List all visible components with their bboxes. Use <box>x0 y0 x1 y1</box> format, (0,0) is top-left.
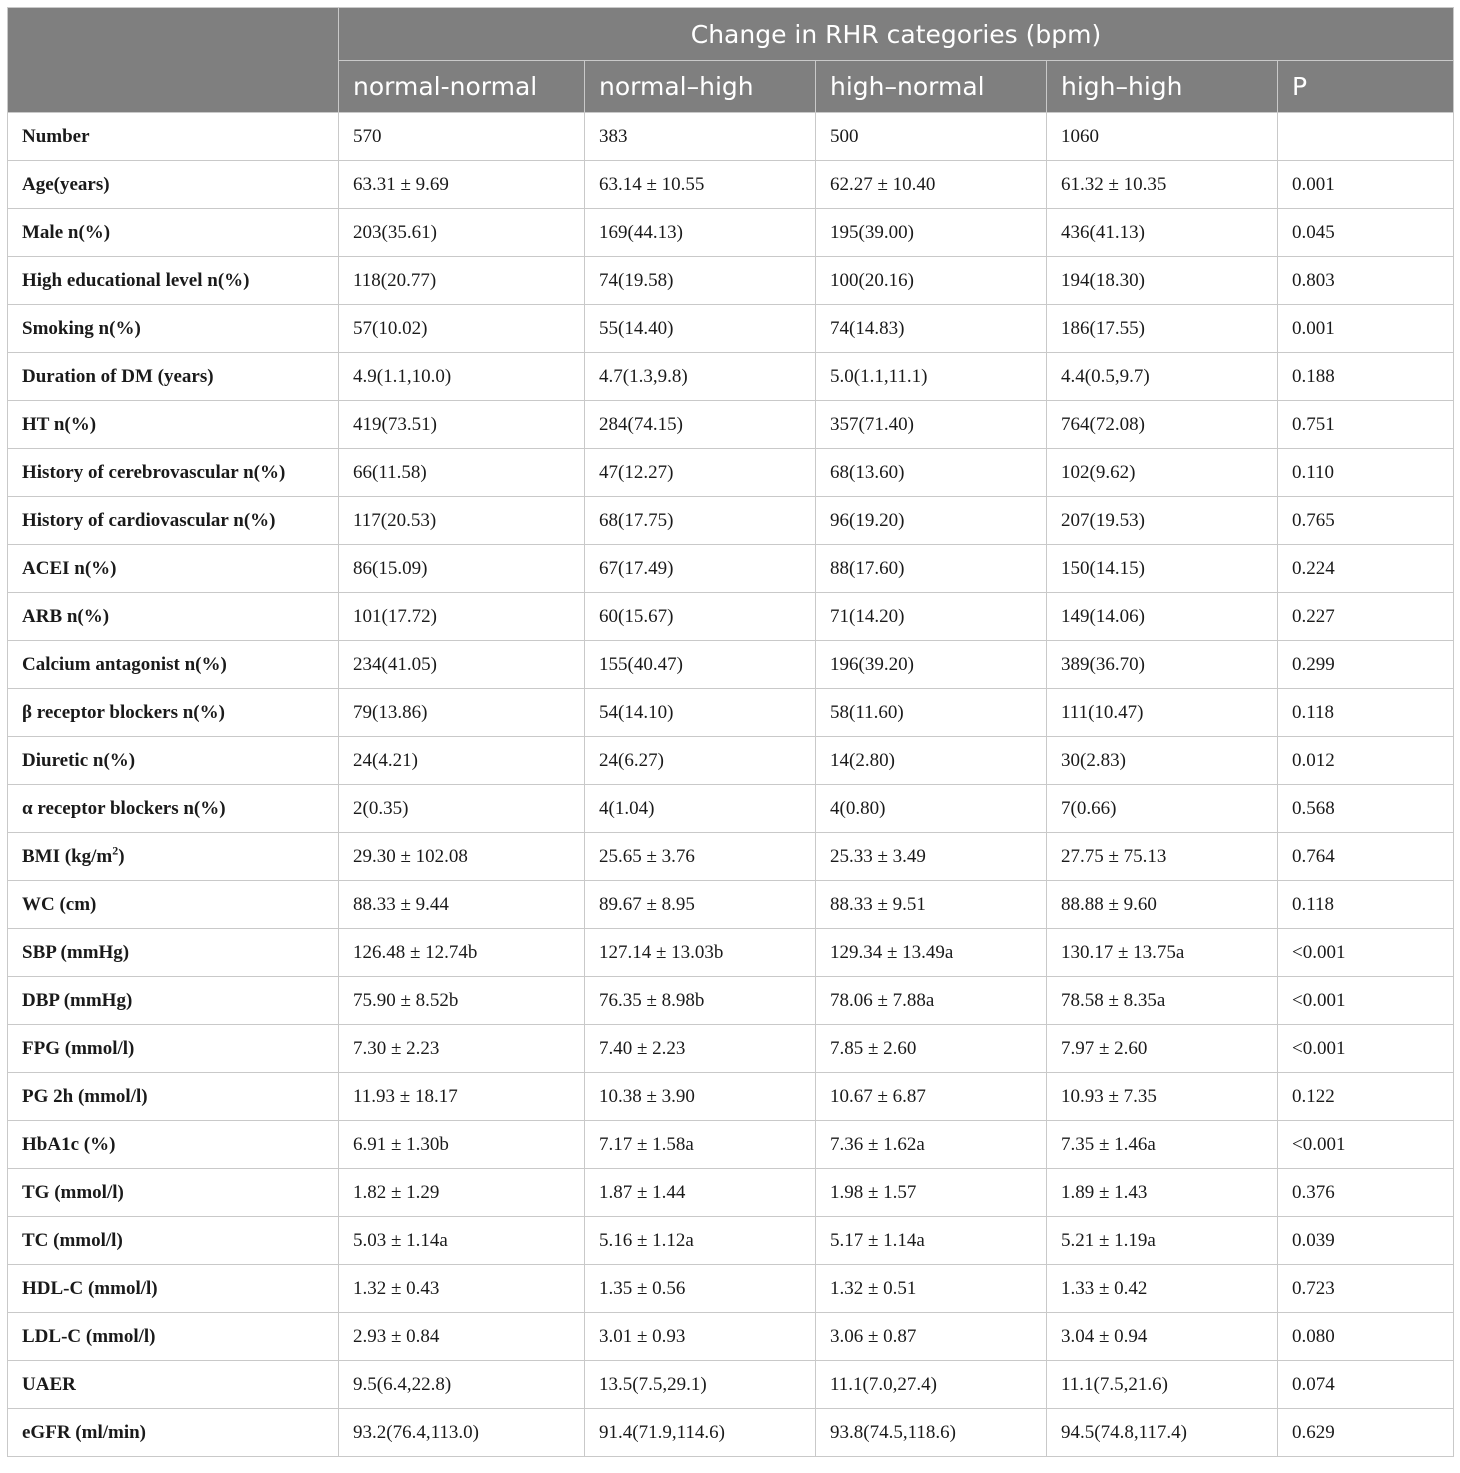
table-row <box>8 833 1454 881</box>
value-cell: 93.2(76.4,113.0) <box>339 1409 585 1457</box>
value-cell: 389(36.70) <box>1047 641 1278 689</box>
p-value-cell: 0.299 <box>1278 641 1454 689</box>
value-cell: 30(2.83) <box>1047 737 1278 785</box>
value-cell: 186(17.55) <box>1047 305 1278 353</box>
row-label-text: SBP (mmHg) <box>22 941 130 963</box>
value-cell: 14(2.80) <box>816 737 1047 785</box>
value-cell: 76.35 ± 8.98b <box>585 977 816 1025</box>
table-row <box>8 1073 1454 1121</box>
group-title: Change in RHR categories (bpm) <box>339 8 1454 61</box>
table-row <box>8 257 1454 305</box>
value-cell: 1.87 ± 1.44 <box>585 1169 816 1217</box>
value-cell: 357(71.40) <box>816 401 1047 449</box>
row-label-text: ACEI n(%) <box>22 557 117 579</box>
table-row <box>8 1169 1454 1217</box>
p-value-cell: 0.045 <box>1278 209 1454 257</box>
value-cell: 91.4(71.9,114.6) <box>585 1409 816 1457</box>
row-label-text: Diuretic n(%) <box>22 749 136 771</box>
table-row <box>8 977 1454 1025</box>
column-header: P <box>1278 61 1454 113</box>
value-cell: 54(14.10) <box>585 689 816 737</box>
row-label <box>8 1121 339 1169</box>
table-row <box>8 497 1454 545</box>
value-cell: 24(4.21) <box>339 737 585 785</box>
value-cell: 1.32 ± 0.43 <box>339 1265 585 1313</box>
value-cell: 5.0(1.1,11.1) <box>816 353 1047 401</box>
value-cell: 55(14.40) <box>585 305 816 353</box>
row-label-text: FPG (mmol/l) <box>22 1037 135 1059</box>
column-header: normal–high <box>585 61 816 113</box>
row-label-text: BMI (kg/m <box>22 845 113 867</box>
value-cell: 25.33 ± 3.49 <box>816 833 1047 881</box>
value-cell: 10.67 ± 6.87 <box>816 1073 1047 1121</box>
p-value-cell: 0.080 <box>1278 1313 1454 1361</box>
row-label <box>8 1025 339 1073</box>
table-row <box>8 1025 1454 1073</box>
table-row <box>8 305 1454 353</box>
value-cell: 74(14.83) <box>816 305 1047 353</box>
row-label <box>8 257 339 305</box>
p-value-cell: 0.012 <box>1278 737 1454 785</box>
row-label-text: History of cerebrovascular n(%) <box>22 461 286 483</box>
row-label-text: Smoking n(%) <box>22 317 141 339</box>
row-label-text: HDL-C (mmol/l) <box>22 1277 158 1299</box>
p-value-cell: 0.110 <box>1278 449 1454 497</box>
value-cell: 68(17.75) <box>585 497 816 545</box>
value-cell: 66(11.58) <box>339 449 585 497</box>
value-cell: 500 <box>816 113 1047 161</box>
value-cell: 7(0.66) <box>1047 785 1278 833</box>
value-cell: 149(14.06) <box>1047 593 1278 641</box>
table-row <box>8 1217 1454 1265</box>
row-label <box>8 113 339 161</box>
value-cell: 4.9(1.1,10.0) <box>339 353 585 401</box>
table-row <box>8 161 1454 209</box>
value-cell: 129.34 ± 13.49a <box>816 929 1047 977</box>
value-cell: 4(1.04) <box>585 785 816 833</box>
table-row <box>8 113 1454 161</box>
value-cell: 436(41.13) <box>1047 209 1278 257</box>
table-row <box>8 1409 1454 1457</box>
value-cell: 4.4(0.5,9.7) <box>1047 353 1278 401</box>
row-label <box>8 545 339 593</box>
value-cell: 5.16 ± 1.12a <box>585 1217 816 1265</box>
value-cell: 88.33 ± 9.51 <box>816 881 1047 929</box>
p-value-cell: <0.001 <box>1278 1025 1454 1073</box>
p-value-cell: 0.001 <box>1278 305 1454 353</box>
row-label <box>8 1313 339 1361</box>
row-label <box>8 353 339 401</box>
value-cell: 68(13.60) <box>816 449 1047 497</box>
value-cell: 27.75 ± 75.13 <box>1047 833 1278 881</box>
value-cell: 6.91 ± 1.30b <box>339 1121 585 1169</box>
value-cell: 13.5(7.5,29.1) <box>585 1361 816 1409</box>
value-cell: 89.67 ± 8.95 <box>585 881 816 929</box>
value-cell: 78.58 ± 8.35a <box>1047 977 1278 1025</box>
p-value-cell: 0.074 <box>1278 1361 1454 1409</box>
table-row <box>8 1313 1454 1361</box>
value-cell: 88.33 ± 9.44 <box>339 881 585 929</box>
header-group-row <box>8 8 1454 61</box>
row-label <box>8 305 339 353</box>
row-label-text: Number <box>22 125 90 147</box>
row-label-suffix: ) <box>118 845 125 867</box>
row-label-text: TC (mmol/l) <box>22 1229 123 1251</box>
row-label-text: PG 2h (mmol/l) <box>22 1085 148 1107</box>
table-row <box>8 449 1454 497</box>
p-value-cell: 0.039 <box>1278 1217 1454 1265</box>
value-cell: 7.85 ± 2.60 <box>816 1025 1047 1073</box>
p-value-cell: 0.376 <box>1278 1169 1454 1217</box>
value-cell: 4(0.80) <box>816 785 1047 833</box>
value-cell: 150(14.15) <box>1047 545 1278 593</box>
row-label-text: DBP (mmHg) <box>22 989 133 1011</box>
row-label-text: α receptor blockers n(%) <box>22 797 226 819</box>
value-cell: 127.14 ± 13.03b <box>585 929 816 977</box>
value-cell: 194(18.30) <box>1047 257 1278 305</box>
row-label-text: TG (mmol/l) <box>22 1181 124 1203</box>
p-value-cell: 0.122 <box>1278 1073 1454 1121</box>
value-cell: 67(17.49) <box>585 545 816 593</box>
table-row <box>8 785 1454 833</box>
value-cell: 5.17 ± 1.14a <box>816 1217 1047 1265</box>
p-value-cell: 0.118 <box>1278 689 1454 737</box>
p-value-cell: 0.723 <box>1278 1265 1454 1313</box>
p-value-cell: 0.629 <box>1278 1409 1454 1457</box>
row-label-text: UAER <box>22 1373 76 1395</box>
value-cell: 10.93 ± 7.35 <box>1047 1073 1278 1121</box>
value-cell: 7.17 ± 1.58a <box>585 1121 816 1169</box>
row-label <box>8 209 339 257</box>
row-label <box>8 1265 339 1313</box>
row-label <box>8 1217 339 1265</box>
row-label-superscript: 2 <box>112 843 119 858</box>
value-cell: 11.93 ± 18.17 <box>339 1073 585 1121</box>
row-label <box>8 1169 339 1217</box>
row-label <box>8 1409 339 1457</box>
value-cell: 1.82 ± 1.29 <box>339 1169 585 1217</box>
value-cell: 88(17.60) <box>816 545 1047 593</box>
value-cell: 2(0.35) <box>339 785 585 833</box>
row-label <box>8 593 339 641</box>
p-value-cell: 0.001 <box>1278 161 1454 209</box>
p-value-cell: 0.188 <box>1278 353 1454 401</box>
column-header: high–normal <box>816 61 1047 113</box>
value-cell: 1.98 ± 1.57 <box>816 1169 1047 1217</box>
value-cell: 7.40 ± 2.23 <box>585 1025 816 1073</box>
table-row <box>8 401 1454 449</box>
row-label <box>8 689 339 737</box>
value-cell: 88.88 ± 9.60 <box>1047 881 1278 929</box>
value-cell: 100(20.16) <box>816 257 1047 305</box>
rhr-table <box>7 7 1454 1457</box>
value-cell: 47(12.27) <box>585 449 816 497</box>
column-header: high–high <box>1047 61 1278 113</box>
row-label-text: HT n(%) <box>22 413 97 435</box>
row-label <box>8 161 339 209</box>
row-label <box>8 641 339 689</box>
table-row <box>8 593 1454 641</box>
table-row <box>8 929 1454 977</box>
value-cell: 11.1(7.5,21.6) <box>1047 1361 1278 1409</box>
value-cell: 419(73.51) <box>339 401 585 449</box>
row-label-text: LDL-C (mmol/l) <box>22 1325 156 1347</box>
row-label-text: eGFR (ml/min) <box>22 1421 147 1443</box>
value-cell: 203(35.61) <box>339 209 585 257</box>
row-label-text: Calcium antagonist n(%) <box>22 653 227 675</box>
table-body <box>8 113 1454 1457</box>
value-cell: 58(11.60) <box>816 689 1047 737</box>
row-label-text: Age(years) <box>22 173 110 195</box>
p-value-cell: <0.001 <box>1278 1121 1454 1169</box>
value-cell: 5.03 ± 1.14a <box>339 1217 585 1265</box>
value-cell: 57(10.02) <box>339 305 585 353</box>
p-value-cell: 0.751 <box>1278 401 1454 449</box>
row-label <box>8 737 339 785</box>
row-label <box>8 401 339 449</box>
value-cell: 94.5(74.8,117.4) <box>1047 1409 1278 1457</box>
value-cell: 10.38 ± 3.90 <box>585 1073 816 1121</box>
row-label-text: Male n(%) <box>22 221 111 243</box>
value-cell: 86(15.09) <box>339 545 585 593</box>
row-label <box>8 497 339 545</box>
value-cell: 71(14.20) <box>816 593 1047 641</box>
table-row <box>8 689 1454 737</box>
table-row <box>8 545 1454 593</box>
value-cell: 383 <box>585 113 816 161</box>
value-cell: 60(15.67) <box>585 593 816 641</box>
row-label <box>8 449 339 497</box>
value-cell: 2.93 ± 0.84 <box>339 1313 585 1361</box>
table-row <box>8 209 1454 257</box>
value-cell: 111(10.47) <box>1047 689 1278 737</box>
row-label-text: ARB n(%) <box>22 605 110 627</box>
p-value-cell: 0.224 <box>1278 545 1454 593</box>
row-label <box>8 833 339 881</box>
value-cell: 1.35 ± 0.56 <box>585 1265 816 1313</box>
value-cell: 78.06 ± 7.88a <box>816 977 1047 1025</box>
value-cell: 62.27 ± 10.40 <box>816 161 1047 209</box>
row-label-text: History of cardiovascular n(%) <box>22 509 276 531</box>
value-cell: 130.17 ± 13.75a <box>1047 929 1278 977</box>
table-row <box>8 737 1454 785</box>
row-label <box>8 1073 339 1121</box>
row-label <box>8 1361 339 1409</box>
row-label-text: Duration of DM (years) <box>22 365 214 387</box>
value-cell: 75.90 ± 8.52b <box>339 977 585 1025</box>
value-cell: 24(6.27) <box>585 737 816 785</box>
table-row <box>8 641 1454 689</box>
value-cell: 63.14 ± 10.55 <box>585 161 816 209</box>
value-cell: 169(44.13) <box>585 209 816 257</box>
value-cell: 3.06 ± 0.87 <box>816 1313 1047 1361</box>
value-cell: 29.30 ± 102.08 <box>339 833 585 881</box>
p-value-cell: 0.227 <box>1278 593 1454 641</box>
p-value-cell: 0.118 <box>1278 881 1454 929</box>
value-cell: 7.97 ± 2.60 <box>1047 1025 1278 1073</box>
row-label-text: WC (cm) <box>22 893 97 915</box>
value-cell: 9.5(6.4,22.8) <box>339 1361 585 1409</box>
value-cell: 74(19.58) <box>585 257 816 305</box>
value-cell: 764(72.08) <box>1047 401 1278 449</box>
value-cell: 234(41.05) <box>339 641 585 689</box>
value-cell: 63.31 ± 9.69 <box>339 161 585 209</box>
value-cell: 284(74.15) <box>585 401 816 449</box>
value-cell: 1060 <box>1047 113 1278 161</box>
value-cell: 207(19.53) <box>1047 497 1278 545</box>
value-cell: 570 <box>339 113 585 161</box>
value-cell: 102(9.62) <box>1047 449 1278 497</box>
value-cell: 96(19.20) <box>816 497 1047 545</box>
row-label <box>8 785 339 833</box>
row-label-text: HbA1c (%) <box>22 1133 116 1155</box>
value-cell: 1.89 ± 1.43 <box>1047 1169 1278 1217</box>
row-label <box>8 977 339 1025</box>
p-value-cell: <0.001 <box>1278 977 1454 1025</box>
value-cell: 79(13.86) <box>339 689 585 737</box>
value-cell: 93.8(74.5,118.6) <box>816 1409 1047 1457</box>
value-cell: 101(17.72) <box>339 593 585 641</box>
value-cell: 3.04 ± 0.94 <box>1047 1313 1278 1361</box>
p-value-cell: 0.764 <box>1278 833 1454 881</box>
value-cell: 195(39.00) <box>816 209 1047 257</box>
row-label-text: β receptor blockers n(%) <box>22 701 225 723</box>
table-row <box>8 1361 1454 1409</box>
value-cell: 3.01 ± 0.93 <box>585 1313 816 1361</box>
value-cell: 196(39.20) <box>816 641 1047 689</box>
value-cell: 25.65 ± 3.76 <box>585 833 816 881</box>
column-header: normal-normal <box>339 61 585 113</box>
value-cell: 1.32 ± 0.51 <box>816 1265 1047 1313</box>
value-cell: 1.33 ± 0.42 <box>1047 1265 1278 1313</box>
value-cell: 7.36 ± 1.62a <box>816 1121 1047 1169</box>
row-label-text: High educational level n(%) <box>22 269 250 291</box>
p-value-cell <box>1278 113 1454 161</box>
p-value-cell: 0.765 <box>1278 497 1454 545</box>
p-value-cell: 0.803 <box>1278 257 1454 305</box>
value-cell: 7.35 ± 1.46a <box>1047 1121 1278 1169</box>
p-value-cell: 0.568 <box>1278 785 1454 833</box>
value-cell: 118(20.77) <box>339 257 585 305</box>
table-row <box>8 353 1454 401</box>
value-cell: 11.1(7.0,27.4) <box>816 1361 1047 1409</box>
row-label <box>8 881 339 929</box>
value-cell: 7.30 ± 2.23 <box>339 1025 585 1073</box>
value-cell: 155(40.47) <box>585 641 816 689</box>
value-cell: 126.48 ± 12.74b <box>339 929 585 977</box>
value-cell: 61.32 ± 10.35 <box>1047 161 1278 209</box>
corner-cell <box>8 8 339 113</box>
table-row <box>8 1121 1454 1169</box>
value-cell: 117(20.53) <box>339 497 585 545</box>
table-row <box>8 1265 1454 1313</box>
table-row <box>8 881 1454 929</box>
row-label <box>8 929 339 977</box>
value-cell: 5.21 ± 1.19a <box>1047 1217 1278 1265</box>
value-cell: 4.7(1.3,9.8) <box>585 353 816 401</box>
p-value-cell: <0.001 <box>1278 929 1454 977</box>
